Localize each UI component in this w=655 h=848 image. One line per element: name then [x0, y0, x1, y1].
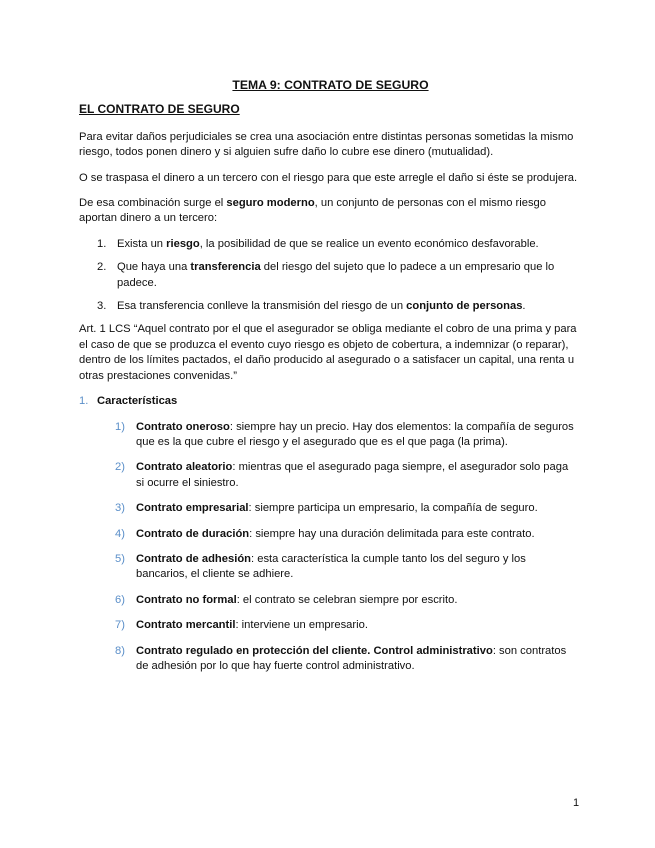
list-item-bold: riesgo — [166, 237, 200, 250]
document-title: TEMA 9: CONTRATO DE SEGURO — [232, 78, 429, 92]
list-item-number: 4) — [115, 527, 125, 540]
section-heading: EL CONTRATO DE SEGURO — [79, 102, 240, 117]
list-item-text: : son contratos de adhesión por lo que hay fuerte control administrativo. — [136, 644, 567, 672]
page-number: 1 — [573, 797, 580, 809]
list-item-text: . — [522, 300, 526, 313]
list-item-number: 1) — [115, 420, 125, 433]
paragraph-mutualidad: Para evitar daños perjudiciales se crea una asociación entre distintas personas sometidas la mismo riesgo, todos ponen dinero y si alguien sufre daño lo cubre ese dinero (mutualidad). — [79, 130, 574, 159]
paragraph-article: Art. 1 LCS “Aquel contrato por el que el asegurador se obliga mediante el cobro de una prima y para el caso de que se produzca el evento cuyo riesgo es objeto de cobertura, a indemnizar (o reparar), dentro de los límites pactados, el daño producido al asegurado o a satisfacer un capital, una renta u otras prestaciones convenidas.” — [79, 323, 577, 382]
list-item-bold: conjunto de personas — [406, 300, 523, 313]
list-item-bold: Contrato no formal — [136, 593, 237, 606]
list-item-number: 7) — [115, 619, 125, 632]
list-item-text: : siempre hay una duración delimitada para este contrato. — [249, 527, 535, 540]
list-item-bold: Contrato mercantil — [136, 619, 236, 632]
list-item — [79, 460, 579, 491]
list-item — [79, 420, 579, 451]
characteristics-list — [79, 420, 579, 675]
list-item — [79, 552, 579, 583]
list-item-text: , la posibilidad de que se realice un evento económico desfavorable. — [199, 237, 539, 250]
combination-bold: seguro moderno — [226, 197, 315, 210]
list-item-number: 1. — [97, 237, 107, 250]
characteristics-heading — [79, 394, 579, 409]
list-item-text: : mientras que el asegurado paga siempre, el asegurador solo paga si ocurre el siniestro. — [136, 461, 569, 489]
list-item-bold: Contrato de duración — [136, 527, 250, 540]
list-item-text: Esa transferencia conlleve la transmisión del riesgo de un — [117, 300, 407, 313]
list-item-text: : interviene un empresario. — [235, 619, 368, 632]
list-item — [79, 501, 579, 516]
list-item-text: : esta característica la cumple tanto los del seguro y los bancarios, el cliente se adhiere. — [136, 552, 526, 581]
list-item — [79, 299, 579, 314]
list-item-number: 2. — [97, 261, 107, 274]
list-item-bold: Contrato regulado en protección del cliente. Control administrativo — [136, 644, 493, 657]
list-item-bold: Contrato oneroso — [136, 420, 230, 433]
combination-text-after: , un conjunto de personas con el mismo riesgo aportan dinero a un tercero: — [79, 197, 546, 225]
list-item — [79, 237, 579, 252]
list-item-number: 3. — [97, 300, 107, 313]
heading-number: 1. — [79, 395, 89, 408]
list-item-text: Que haya una — [117, 261, 191, 274]
list-item-bold: transferencia — [190, 261, 261, 274]
list-item-text: : siempre hay un precio. Hay dos elementos: la compañía de seguros que es la que cubre el riesgo y el asegurado que es el que paga (la prima). — [136, 420, 574, 448]
list-item — [79, 593, 579, 608]
list-item-bold: Contrato empresarial — [136, 502, 249, 515]
list-item-number: 3) — [115, 502, 125, 515]
list-item-text: : siempre participa un empresario, la compañía de seguro. — [248, 502, 538, 515]
list-item-bold: Contrato aleatorio — [136, 461, 233, 474]
list-item-text: : el contrato se celebran siempre por escrito. — [236, 593, 458, 606]
list-item-number: 8) — [115, 644, 125, 657]
list-item-text: Exista un — [117, 237, 167, 250]
list-item — [79, 260, 579, 291]
list-item — [79, 644, 579, 675]
paragraph-traspaso: O se traspasa el dinero a un tercero con el riesgo para que este arregle el daño si éste se produjera. — [79, 171, 578, 184]
list-item-number: 6) — [115, 593, 125, 606]
list-item — [79, 527, 579, 542]
list-item-number: 2) — [115, 461, 125, 474]
document-body — [79, 78, 579, 684]
requirements-list — [79, 237, 579, 315]
paragraph-combinacion — [79, 196, 579, 227]
list-item-number: 5) — [115, 552, 125, 565]
list-item — [79, 618, 579, 633]
list-item-bold: Contrato de adhesión — [136, 552, 251, 565]
heading-label: Características — [97, 395, 178, 408]
combination-text-before: De esa combinación surge el — [79, 197, 227, 210]
list-item-text: del riesgo del sujeto que lo padece a un empresario que lo padece. — [117, 261, 555, 289]
